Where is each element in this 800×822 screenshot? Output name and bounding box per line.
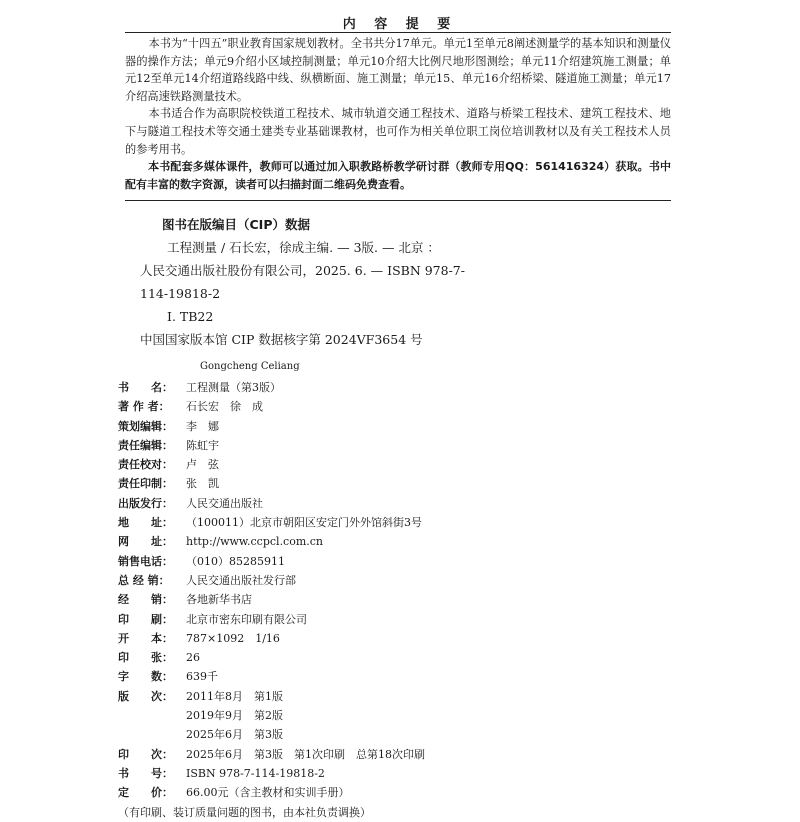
colophon-value: 张 凯	[186, 477, 219, 491]
colophon-value: 李 娜	[186, 419, 219, 433]
colophon-value: 639千	[186, 670, 218, 684]
cip-block	[140, 214, 660, 351]
colophon-value: 各地新华书店	[186, 593, 252, 607]
colophon-value: http://www.ccpcl.com.cn	[186, 535, 324, 549]
colophon-label: 著 作 者：	[118, 400, 170, 414]
colophon-value: 人民交通出版社	[186, 496, 263, 510]
colophon-row	[118, 417, 678, 436]
colophon-row	[118, 648, 678, 667]
colophon-row	[118, 552, 678, 571]
top-divider	[125, 32, 671, 33]
summary-divider	[125, 200, 671, 201]
colophon-value: 66.00元（含主教材和实训手册）	[186, 786, 350, 800]
colophon-value: 2025年6月 第3版 第1次印刷 总第18次印刷	[186, 747, 425, 761]
colophon-row	[118, 745, 678, 764]
summary-heading: 内 容 提 要	[342, 17, 458, 32]
colophon-row	[118, 532, 678, 551]
colophon-row	[118, 687, 678, 706]
colophon-label: 定 价：	[118, 786, 173, 800]
colophon-label: 销售电话：	[118, 554, 173, 568]
colophon-value: 石长宏 徐 成	[186, 400, 263, 414]
colophon-value: 787×1092 1/16	[186, 631, 280, 645]
cip-line: 工程测量 / 石长宏，徐成主编. — 3版. — 北京 ：	[167, 240, 440, 255]
title-pinyin: Gongcheng Celiang	[200, 361, 300, 372]
colophon-value: 北京市密东印刷有限公司	[186, 612, 307, 626]
colophon-label: 书 号：	[118, 766, 173, 780]
summary-paragraph-resources: 本书配套多媒体课件，教师可以通过加入职教路桥教学研讨群（教师专用QQ：561416324）获取。书中配有丰富的数字资源，读者可以扫描封面二维码免费查看。	[125, 160, 671, 191]
summary-paragraph-1: 本书为“十四五”职业教育国家规划教材。全书共分17单元。单元1至单元8阐述测量学的基本知识和测量仪器的操作方法；单元9介绍小区域控制测量；单元10介绍大比例尺地形图测绘；单元11介绍建筑施工测量；单元12至单元14介绍道路线路中线、纵横断面、施工测量；单元15、单元16介绍桥梁、隧道施工测量；单元17介绍高速铁路测量技术。	[125, 37, 671, 103]
colophon-value: 2011年8月 第1版	[186, 689, 283, 703]
colophon-label: 开 本：	[118, 631, 173, 645]
cip-classification: Ⅰ. TB22	[167, 309, 214, 324]
colophon-row	[118, 436, 678, 455]
colophon-list	[118, 378, 678, 822]
summary-block	[125, 35, 671, 193]
colophon-edition-continued: 2025年6月 第3版	[186, 728, 283, 742]
cip-line: 114-19818-2	[140, 286, 221, 301]
colophon-label: 总 经 销：	[118, 573, 170, 587]
colophon-label: 经 销：	[118, 593, 173, 607]
colophon-row	[118, 474, 678, 493]
colophon-value: 工程测量（第3版）	[186, 381, 281, 394]
colophon-label: 责任校对：	[118, 458, 173, 472]
colophon-row	[118, 455, 678, 474]
colophon-row	[118, 513, 678, 532]
colophon-value: 人民交通出版社发行部	[186, 573, 296, 587]
colophon-label: 书 名：	[118, 381, 173, 394]
colophon-row	[118, 764, 678, 783]
colophon-label: 字 数：	[118, 670, 173, 684]
colophon-row	[118, 571, 678, 590]
colophon-value: 卢 弦	[186, 458, 219, 472]
cip-record-number: 中国国家版本馆 CIP 数据核字第 2024VF3654 号	[140, 332, 423, 347]
colophon-label: 责任印制：	[118, 477, 173, 491]
colophon-row	[118, 610, 678, 629]
colophon-label: 印 刷：	[118, 612, 173, 626]
colophon-edition-continued: 2019年9月 第2版	[186, 709, 283, 723]
summary-paragraph-2: 本书适合作为高职院校铁道工程技术、城市轨道交通工程技术、道路与桥梁工程技术、建筑工程技术、地下与隧道工程技术等交通土建类专业基础课教材，也可作为相关单位职工岗位培训教材以及有关工程技术人员的参考用书。	[125, 107, 671, 156]
colophon-value: 陈虹宇	[186, 438, 219, 452]
colophon-row	[118, 590, 678, 609]
colophon-row	[118, 629, 678, 648]
colophon-row	[118, 397, 678, 416]
colophon-label: 印 张：	[118, 651, 173, 665]
colophon-label: 网 址：	[118, 535, 173, 549]
colophon-value: （100011）北京市朝阳区安定门外外馆斜街3号	[186, 516, 422, 530]
cip-line: 人民交通出版社股份有限公司，2025. 6. — ISBN 978-7-	[140, 263, 465, 278]
colophon-row	[118, 494, 678, 513]
colophon-label: 责任编辑：	[118, 438, 173, 452]
colophon-label: 版 次：	[118, 689, 173, 703]
colophon-label: 地 址：	[118, 516, 173, 530]
colophon-label: 出版发行：	[118, 496, 173, 510]
colophon-label: 策划编辑：	[118, 419, 173, 433]
colophon-row	[118, 378, 678, 397]
quality-note: （有印刷、装订质量问题的图书，由本社负责调换）	[118, 805, 371, 819]
colophon-value: ISBN 978-7-114-19818-2	[186, 766, 325, 780]
colophon-value: （010）85285911	[186, 554, 285, 568]
colophon-row	[118, 667, 678, 686]
colophon-value: 26	[186, 651, 200, 665]
colophon-label: 印 次：	[118, 747, 173, 761]
cip-heading: 图书在版编目（CIP）数据	[162, 217, 310, 232]
